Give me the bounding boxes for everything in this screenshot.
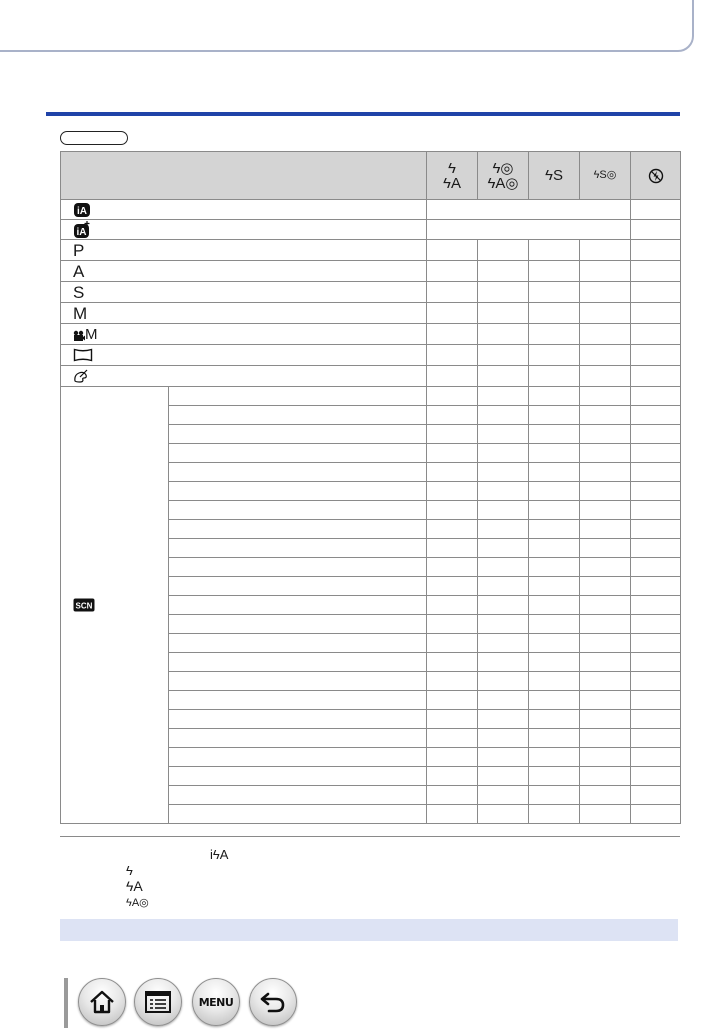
a-mode-icon: A bbox=[73, 261, 85, 281]
mode-row-m bbox=[61, 303, 681, 324]
flash-off-icon bbox=[648, 168, 664, 184]
recording-mode-pill bbox=[60, 131, 128, 145]
flash-auto-icon: ϟ ϟA bbox=[443, 159, 461, 192]
mode-row-intelligent-auto-plus bbox=[61, 220, 681, 240]
contents-icon bbox=[144, 990, 172, 1014]
p-mode-icon: P bbox=[73, 240, 85, 260]
mode-row-p bbox=[61, 240, 681, 261]
intelligent-auto-plus-icon bbox=[73, 221, 91, 239]
tip-bar bbox=[60, 919, 678, 941]
note-auto-red-eye bbox=[126, 894, 149, 910]
creative-control-icon bbox=[73, 369, 89, 383]
red-eye-icon: ϟ◎ ϟA◎ bbox=[487, 159, 519, 192]
back-button[interactable] bbox=[249, 978, 297, 1026]
flash-icon: ϟ bbox=[126, 862, 133, 878]
flash-col-red-eye bbox=[478, 152, 529, 200]
mode-row-panorama bbox=[61, 345, 681, 366]
slow-sync-icon: ϟS bbox=[545, 167, 563, 184]
flash-settings-table bbox=[60, 151, 681, 824]
flash-col-slow-sync-red-eye bbox=[580, 152, 631, 200]
flash-col-slow-sync bbox=[529, 152, 580, 200]
auto-flash-icon: ϟA bbox=[126, 878, 143, 894]
panorama-icon bbox=[73, 348, 93, 362]
back-icon bbox=[259, 990, 287, 1014]
home-button[interactable] bbox=[78, 978, 126, 1026]
note-ia-flash bbox=[210, 846, 228, 862]
creative-video-icon: M bbox=[73, 330, 98, 342]
s-mode-icon: S bbox=[73, 282, 85, 302]
mode-row-creative-video bbox=[61, 324, 681, 345]
menu-button[interactable] bbox=[192, 978, 240, 1026]
section-title-rule bbox=[46, 112, 680, 116]
mode-row-a bbox=[61, 261, 681, 282]
note-auto-flash bbox=[126, 878, 143, 894]
mode-row-creative-control bbox=[61, 366, 681, 387]
scene-row bbox=[61, 387, 681, 406]
movie-camera-icon bbox=[73, 330, 85, 342]
notes-divider bbox=[60, 836, 680, 837]
table-header-row bbox=[61, 152, 681, 200]
home-icon bbox=[88, 989, 116, 1015]
mode-row-intelligent-auto bbox=[61, 200, 681, 220]
contents-button[interactable] bbox=[134, 978, 182, 1026]
svg-text:iA: iA bbox=[77, 205, 87, 217]
svg-text:SCN: SCN bbox=[75, 601, 93, 611]
scene-guide-icon bbox=[73, 598, 95, 612]
header-frame bbox=[0, 0, 694, 52]
svg-text:iA: iA bbox=[76, 226, 87, 238]
ia-flash-icon: iϟA bbox=[210, 846, 229, 862]
nav-divider bbox=[64, 978, 68, 1028]
menu-label: MENU bbox=[198, 995, 234, 1009]
note-flash bbox=[126, 862, 133, 878]
auto-red-eye-icon: ϟA◎ bbox=[126, 896, 149, 909]
flash-col-auto bbox=[427, 152, 478, 200]
m-mode-icon: M bbox=[73, 303, 88, 323]
slow-sync-red-eye-icon: ϟS◎ bbox=[593, 169, 617, 181]
mode-header-cell bbox=[61, 152, 427, 200]
flash-col-off bbox=[631, 152, 681, 200]
mode-row-s bbox=[61, 282, 681, 303]
intelligent-auto-icon bbox=[73, 202, 91, 218]
